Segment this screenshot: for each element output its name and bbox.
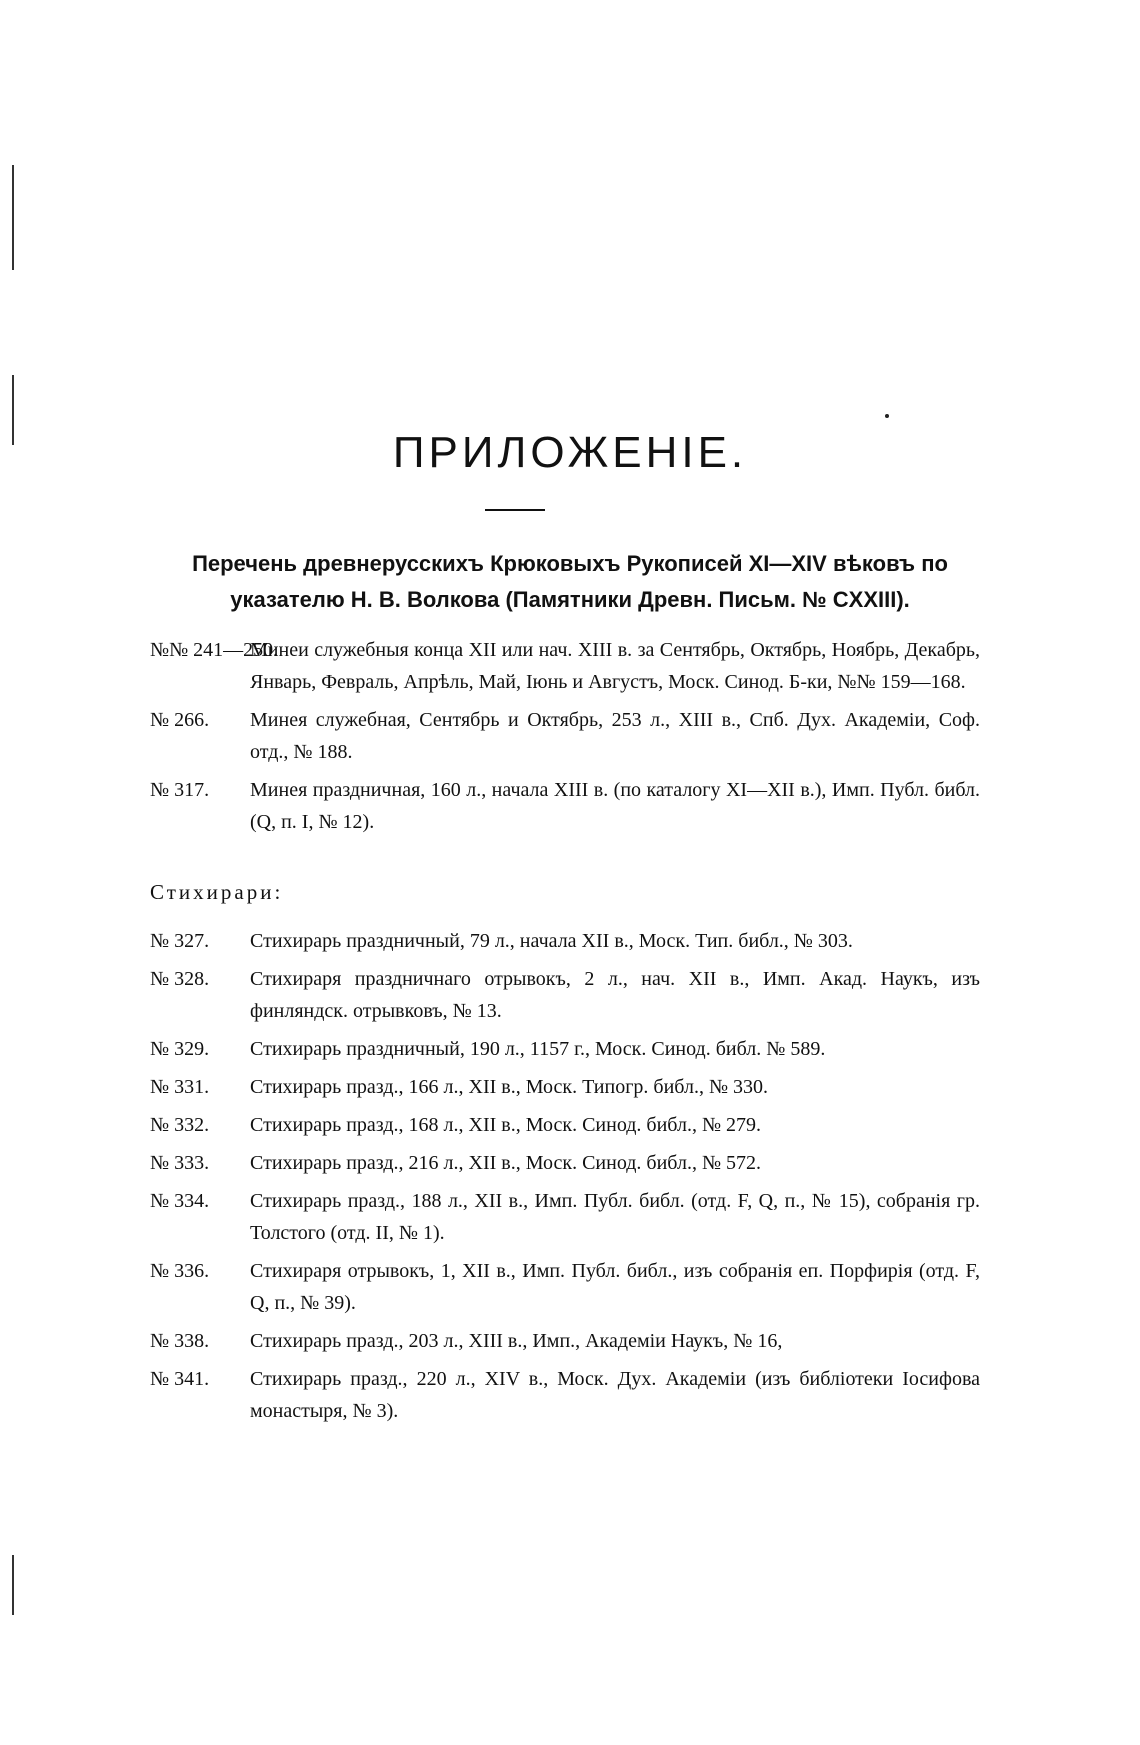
entry-item bbox=[150, 1325, 980, 1357]
entry-number: № 266. bbox=[150, 709, 210, 731]
entry-text: Стихирарь празд., 220 л., XIV в., Моск. Дух. Академіи (изъ библіотеки Іосифова монастыря, № 3). bbox=[250, 1368, 980, 1422]
entry-number: № 341. bbox=[150, 1368, 210, 1390]
minei-entry-list bbox=[150, 634, 980, 844]
entry-number: №№ 241—250. bbox=[150, 639, 279, 661]
entry-number: № 332. bbox=[150, 1114, 210, 1136]
entry-item bbox=[150, 704, 980, 768]
entry-text: Стихирарь празд., 203 л., XIII в., Имп., Академіи Наукъ, № 16, bbox=[250, 1330, 783, 1352]
entry-item bbox=[150, 1033, 980, 1065]
entry-text: Минеи служебныя конца XII или нач. XIII в. за Сентябрь, Октябрь, Ноябрь, Декабрь, Январь, Февраль, Апрѣль, Май, Іюнь и Августъ, Моск. Синод. Б-ки, №№ 159—168. bbox=[250, 639, 980, 693]
entry-item bbox=[150, 1109, 980, 1141]
page-title: ПРИЛОЖЕНІЕ. bbox=[392, 428, 748, 477]
entry-number: № 317. bbox=[150, 779, 210, 801]
entry-item bbox=[150, 1185, 980, 1249]
entry-item bbox=[150, 1255, 980, 1319]
entry-text: Стихирарь праздничный, 190 л., 1157 г., Моск. Синод. библ. № 589. bbox=[250, 1038, 826, 1060]
entry-item bbox=[150, 963, 980, 1027]
entry-text: Стихираря праздничнаго отрывокъ, 2 л., нач. XII в., Имп. Акад. Наукъ, изъ финляндск. отрывковъ, № 13. bbox=[250, 968, 980, 1022]
scan-edge-line bbox=[12, 1555, 14, 1615]
entry-item bbox=[150, 925, 980, 957]
title-divider bbox=[485, 509, 545, 511]
subtitle-line-2: указателю Н. В. Волкова (Памятники Древн. Письм. № CXXIII). bbox=[230, 587, 910, 612]
entry-number: № 336. bbox=[150, 1260, 210, 1282]
entry-number: № 329. bbox=[150, 1038, 210, 1060]
entry-text: Минея праздничная, 160 л., начала XIII в. (по каталогу XI—XII в.), Имп. Публ. библ. (Q, п. I, № 12). bbox=[250, 779, 980, 833]
entry-item bbox=[150, 1363, 980, 1427]
entry-text: Стихираря отрывокъ, 1, XII в., Имп. Публ. библ., изъ собранія еп. Порфирія (отд. F, Q, п., № 39). bbox=[250, 1260, 980, 1314]
entry-number: № 327. bbox=[150, 930, 210, 952]
entry-text: Минея служебная, Сентябрь и Октябрь, 253 л., XIII в., Спб. Дух. Академіи, Соф. отд., № 188. bbox=[250, 709, 980, 763]
entry-number: № 331. bbox=[150, 1076, 210, 1098]
entry-text: Стихирарь празд., 188 л., XII в., Имп. Публ. библ. (отд. F, Q, п., № 15), собранія гр. Толстого (отд. II, № 1). bbox=[250, 1190, 980, 1244]
entry-text: Стихирарь празд., 216 л., XII в., Моск. Синод. библ., № 572. bbox=[250, 1152, 762, 1174]
entry-item bbox=[150, 1147, 980, 1179]
entry-text: Стихирарь праздничный, 79 л., начала XII в., Моск. Тип. библ., № 303. bbox=[250, 930, 853, 952]
subtitle-line-1: Перечень древнерусскихъ Крюковыхъ Рукописей XI—XIV вѣковъ по bbox=[192, 551, 948, 576]
entry-item bbox=[150, 1071, 980, 1103]
page-subtitle bbox=[160, 546, 980, 618]
entry-text: Стихирарь празд., 166 л., XII в., Моск. Типогр. библ., № 330. bbox=[250, 1076, 769, 1098]
scan-speck bbox=[885, 414, 889, 418]
section-heading-sticherarion: Стихирари: bbox=[150, 880, 284, 904]
entry-text: Стихирарь празд., 168 л., XII в., Моск. Синод. библ., № 279. bbox=[250, 1114, 762, 1136]
entry-number: № 334. bbox=[150, 1190, 210, 1212]
entry-item bbox=[150, 774, 980, 838]
entry-number: № 333. bbox=[150, 1152, 210, 1174]
sticherarion-entry-list bbox=[150, 925, 980, 1433]
entry-item bbox=[150, 634, 980, 698]
scan-edge-line bbox=[12, 165, 14, 270]
entry-number: № 338. bbox=[150, 1330, 210, 1352]
entry-number: № 328. bbox=[150, 968, 210, 990]
